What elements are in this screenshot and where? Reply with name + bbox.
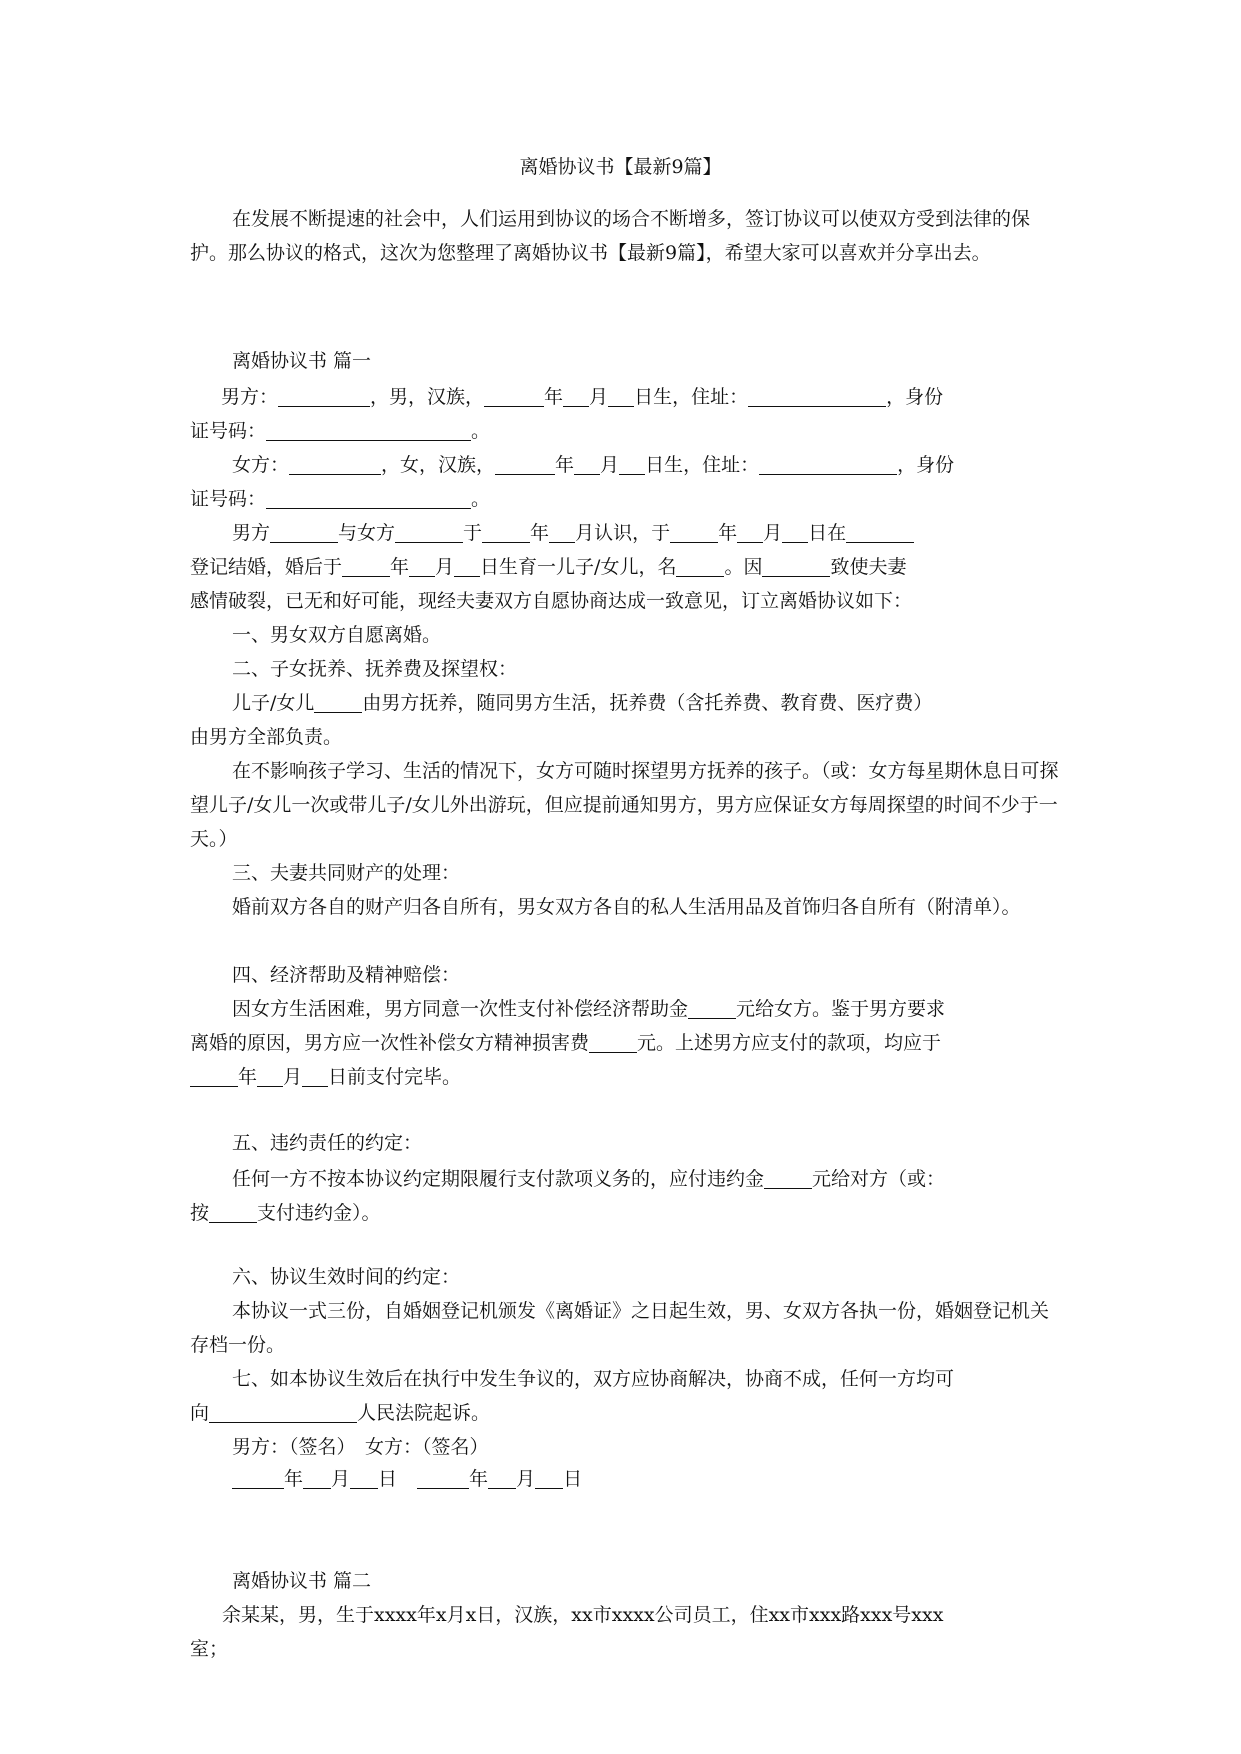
clause-2b: 在不影响孩子学习、生活的情况下，女方可随时探望男方抚养的孩子。（或：女方每星期休息日可探望儿子/女儿一次或带儿子/女儿外出游玩，但应提前通知男方，男方应保证女方每周探望的时间不少于一天。） (190, 760, 1059, 850)
meet-line: 男方 与女方 于 年 月认识，于 年 月 日在 (232, 516, 1062, 550)
blank-field[interactable] (589, 1032, 637, 1053)
blank-field[interactable] (563, 386, 589, 407)
signature-line: 男方：（签名） 女方：（签名） (232, 1436, 489, 1458)
document-title: 离婚协议书【最新9篇】 (519, 156, 722, 178)
blank-field[interactable] (417, 1468, 469, 1489)
blank-field[interactable] (764, 1168, 812, 1189)
clause-7-line-2: 向 人民法院起诉。 (190, 1402, 491, 1424)
blank-field[interactable] (232, 1468, 284, 1489)
blank-field[interactable] (495, 454, 555, 475)
party-info-line: 余某某，男，生于xxxx年x月x日，汉族，xx市xxxx公司员工，住xx市xxx路xxx号xxx (222, 1604, 944, 1626)
clause-5a-line-1: 任何一方不按本协议约定期限履行支付款项义务的，应付违约金 元给对方（或： (232, 1168, 946, 1190)
blank-field[interactable] (342, 556, 390, 577)
section-heading-1: 离婚协议书 篇一 (232, 350, 372, 372)
intro-paragraph: 在发展不断提速的社会中，人们运用到协议的场合不断增多，签订协议可以使双方受到法律的保护。那么协议的格式，这次为您整理了离婚协议书【最新9篇】，希望大家可以喜欢并分享出去。 (190, 208, 1031, 264)
blank-field[interactable] (454, 556, 480, 577)
clause-4a-line-2: 离婚的原因，男方应一次性补偿女方精神损害费 元。上述男方应支付的款项，均应于 (190, 1032, 942, 1054)
blank-field[interactable] (482, 522, 530, 543)
blank-field[interactable] (302, 1066, 328, 1087)
clause-2a-line: 儿子/女儿 由男方抚养，随同男方生活，抚养费（含托养费、教育费、医疗费） (232, 692, 933, 714)
woman-info-line: 女方： ，女，汉族， 年 月 日生，住址： ，身份 (232, 454, 955, 476)
blank-field[interactable] (535, 1468, 563, 1489)
man-info-line: 男方： ，男，汉族， 年 月 日生，住址： ，身份 (221, 386, 944, 408)
clause-6: 六、协议生效时间的约定： (232, 1266, 461, 1288)
blank-field[interactable] (608, 386, 634, 407)
blank-field[interactable] (846, 522, 914, 543)
party-info-line-2: 室； (190, 1638, 229, 1660)
woman-id-line: 证号码： 。 (190, 488, 491, 510)
clause-5a-line-2: 按 支付违约金）。 (190, 1202, 381, 1224)
register-line-2: 感情破裂，已无和好可能，现经夫妻双方自愿协商达成一致意见，订立离婚协议如下： (190, 590, 913, 612)
blank-field[interactable] (266, 488, 471, 509)
clause-4: 四、经济帮助及精神赔偿： (232, 964, 461, 986)
blank-field[interactable] (488, 1468, 516, 1489)
blank-field[interactable] (759, 454, 897, 475)
blank-field[interactable] (484, 386, 544, 407)
man-label: 男方： (221, 386, 279, 408)
blank-field[interactable] (209, 1202, 257, 1223)
man-id-line: 证号码： 。 (190, 420, 491, 442)
register-line: 登记结婚，婚后于 年 月 日生育一儿子/女儿，名 。因 致使夫妻 (190, 556, 907, 578)
blank-field[interactable] (409, 556, 435, 577)
blank-field[interactable] (619, 454, 645, 475)
blank-field[interactable] (278, 386, 370, 407)
blank-field[interactable] (350, 1468, 378, 1489)
blank-field[interactable] (670, 522, 718, 543)
clause-4a-line-1: 因女方生活困难，男方同意一次性支付补偿经济帮助金 元给女方。鉴于男方要求 (232, 998, 946, 1020)
blank-field[interactable] (676, 556, 724, 577)
clause-3: 三、夫妻共同财产的处理： (232, 862, 461, 884)
clause-5: 五、违约责任的约定： (232, 1132, 423, 1154)
blank-field[interactable] (574, 454, 600, 475)
clause-2: 二、子女抚养、抚养费及探望权： (232, 658, 518, 680)
blank-field[interactable] (748, 386, 886, 407)
section-heading-2: 离婚协议书 篇二 (232, 1570, 372, 1592)
signature-date-line: 年 月 日 年 月 日 (232, 1462, 1062, 1496)
blank-field[interactable] (270, 522, 338, 543)
clause-2a-line-2: 由男方全部负责。 (190, 726, 343, 748)
clause-1: 一、男女双方自愿离婚。 (232, 624, 442, 646)
blank-field[interactable] (257, 1066, 283, 1087)
blank-field[interactable] (737, 522, 763, 543)
blank-field[interactable] (289, 454, 381, 475)
clause-7-line-1: 七、如本协议生效后在执行中发生争议的，双方应协商解决，协商不成，任何一方均可 (232, 1368, 955, 1390)
blank-field[interactable] (549, 522, 575, 543)
blank-field[interactable] (762, 556, 830, 577)
blank-field[interactable] (209, 1402, 357, 1423)
blank-field[interactable] (688, 998, 736, 1019)
clause-6a: 本协议一式三份，自婚姻登记机颁发《离婚证》之日起生效，男、女双方各执一份，婚姻登记机关存档一份。 (190, 1300, 1050, 1356)
clause-3a: 婚前双方各自的财产归各自所有，男女双方各自的私人生活用品及首饰归各自所有（附清单）。 (232, 896, 1021, 918)
blank-field[interactable] (303, 1468, 331, 1489)
blank-field[interactable] (314, 692, 362, 713)
clause-4a-line-3: 年 月 日前支付完毕。 (190, 1060, 1060, 1094)
blank-field[interactable] (782, 522, 808, 543)
blank-field[interactable] (190, 1066, 238, 1087)
blank-field[interactable] (266, 420, 471, 441)
blank-field[interactable] (395, 522, 463, 543)
